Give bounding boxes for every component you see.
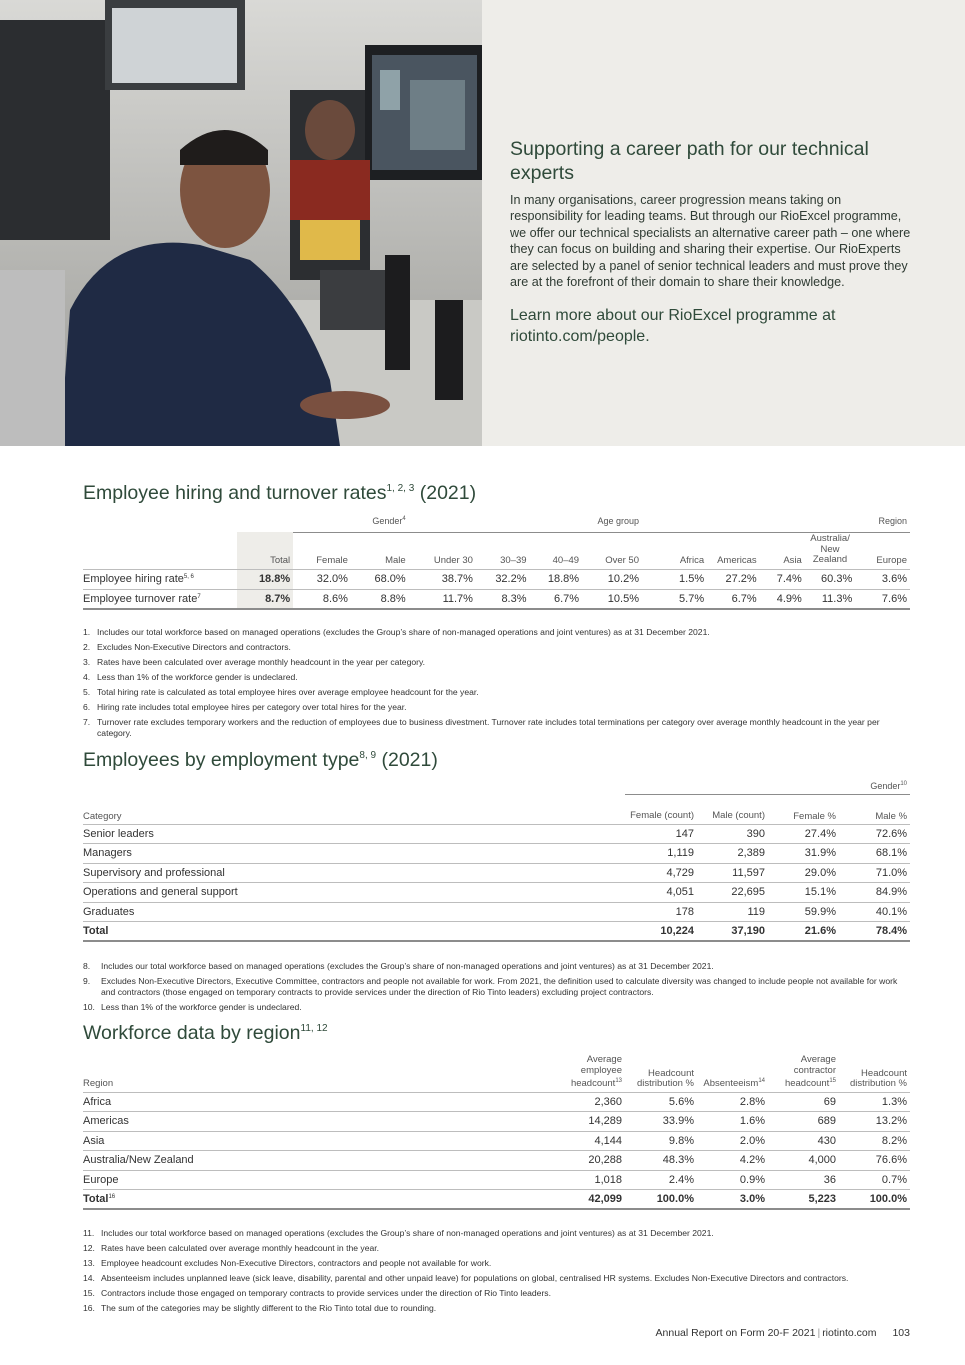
cell: 59.9% xyxy=(768,902,839,922)
row-label-text: Employee hiring rate xyxy=(83,573,184,585)
table-row xyxy=(83,863,910,883)
footnote-text: Hiring rate includes total employee hires per category over total hires for the year. xyxy=(97,702,407,712)
hiring-title-year: (2021) xyxy=(419,482,477,504)
cell: 18.8% xyxy=(530,569,583,589)
cell: 4.9% xyxy=(760,589,805,609)
cell: 18.8% xyxy=(237,569,293,589)
col-region: Region xyxy=(83,1078,114,1089)
footnote xyxy=(83,687,913,698)
col-headcount-distribution: Headcount distribution % xyxy=(636,1067,694,1089)
cell: 4,729 xyxy=(625,863,697,883)
footnote-text: Excludes Non-Executive Directors, Executive Committee, contractors and people not available for work. From 2021, the definition used to calculate diversity was changed to include people not available for work and contractors (those engaged on temporary contracts to provide services under the direction of Rio Tinto leaders) excluding project contractors. xyxy=(101,976,898,997)
employment-column-header-row xyxy=(83,794,910,824)
row-label xyxy=(83,589,237,609)
cell: 4.2% xyxy=(697,1151,768,1171)
cell: 7.4% xyxy=(760,569,805,589)
employment-footnotes xyxy=(83,961,913,1017)
footnote xyxy=(83,1273,913,1284)
footnote xyxy=(83,961,913,972)
cell: 27.4% xyxy=(768,824,839,844)
employment-group-header-row xyxy=(83,778,910,794)
footnote-text: Total hiring rate is calculated as total employee hires over average employee headcount for the year. xyxy=(97,687,479,697)
col-americas: Americas xyxy=(717,554,757,566)
region-footnotes xyxy=(83,1228,913,1318)
cell: 689 xyxy=(768,1112,839,1132)
table-row xyxy=(83,1170,910,1190)
region-workforce-table xyxy=(83,1053,910,1210)
region-title-text: Workforce data by region xyxy=(83,1022,301,1044)
cell: 21.6% xyxy=(768,922,839,942)
cell: 100.0% xyxy=(839,1190,910,1210)
row-label-text: Total xyxy=(83,1193,109,1205)
row-label xyxy=(83,569,237,589)
col-under-30: Under 30 xyxy=(433,554,473,566)
cell: 0.9% xyxy=(697,1170,768,1190)
cell: 78.4% xyxy=(839,922,910,942)
cell: 6.7% xyxy=(530,589,583,609)
table-row xyxy=(83,824,910,844)
footnote-text: Contractors include those engaged on temporary contracts to provide services under the direction of Rio Tinto leaders. xyxy=(101,1288,551,1298)
col-asia: Asia xyxy=(783,554,802,566)
col-total: Total xyxy=(237,532,293,569)
cell: 9.8% xyxy=(625,1131,697,1151)
footnote xyxy=(83,627,913,638)
col-30-39: 30–39 xyxy=(500,554,527,566)
cell: 69 xyxy=(768,1092,839,1112)
footnote xyxy=(83,642,913,653)
group-age: Age group xyxy=(409,510,642,532)
cell: 4,051 xyxy=(625,883,697,903)
cell: 119 xyxy=(697,902,768,922)
table-row xyxy=(83,569,910,589)
cell: 5,223 xyxy=(768,1190,839,1210)
row-label: Operations and general support xyxy=(83,883,625,903)
cell: 6.7% xyxy=(707,589,760,609)
cell: 36 xyxy=(768,1170,839,1190)
cell: 8.6% xyxy=(293,589,351,609)
hiring-title-footnote: 1, 2, 3 xyxy=(386,483,415,494)
employment-section-title xyxy=(83,749,438,772)
footnote-text: Turnover rate excludes temporary workers and the reduction of employees due to business divestment. Turnover rate includes total terminations per category over average monthly headcount in the year per category. xyxy=(97,717,880,738)
cell: 1.5% xyxy=(642,569,707,589)
cell: 100.0% xyxy=(625,1190,697,1210)
footnote-text: Excludes Non-Executive Directors and contractors. xyxy=(97,642,291,652)
footnote-number: 4. xyxy=(83,672,91,682)
row-label: Australia/New Zealand xyxy=(83,1151,555,1171)
cell: 27.2% xyxy=(707,569,760,589)
cell: 8.8% xyxy=(351,589,409,609)
row-label: Total xyxy=(83,922,625,942)
col-female: Female xyxy=(316,554,348,566)
footnote xyxy=(83,1288,913,1299)
col-label: Absenteeism xyxy=(703,1078,759,1089)
cell: 48.3% xyxy=(625,1151,697,1171)
cell: 390 xyxy=(697,824,768,844)
col-footnote: 13 xyxy=(615,1078,622,1084)
cell: 84.9% xyxy=(839,883,910,903)
row-footnote: 16 xyxy=(108,1194,116,1200)
cell: 4,144 xyxy=(555,1131,625,1151)
cell: 11,597 xyxy=(697,863,768,883)
col-over-50: Over 50 xyxy=(605,554,639,566)
photo-illustration xyxy=(0,0,482,446)
hiring-title-text: Employee hiring and turnover rates xyxy=(83,482,387,504)
footnote xyxy=(83,702,913,713)
footnote-number: 13. xyxy=(83,1258,95,1268)
row-footnote: 7 xyxy=(197,593,201,600)
footnote xyxy=(83,1243,913,1254)
cell: 72.6% xyxy=(839,824,910,844)
cell: 1,119 xyxy=(625,844,697,864)
cell: 4,000 xyxy=(768,1151,839,1171)
col-category: Category xyxy=(83,810,122,822)
hero-section xyxy=(0,0,965,446)
footnote-number: 1. xyxy=(83,627,91,637)
cell: 76.6% xyxy=(839,1151,910,1171)
footnote-text: Rates have been calculated over average monthly headcount in the year per category. xyxy=(97,657,426,667)
cell: 5.6% xyxy=(625,1092,697,1112)
cell: 42,099 xyxy=(555,1190,625,1210)
region-title-footnote: 11, 12 xyxy=(300,1023,328,1034)
cell: 14,289 xyxy=(555,1112,625,1132)
control-room-photo xyxy=(0,0,482,446)
cell: 8.3% xyxy=(476,589,530,609)
cell: 1.3% xyxy=(839,1092,910,1112)
table-row xyxy=(83,844,910,864)
hero-body: In many organisations, career progression means taking on responsibility for leading teams. But through our RioExcel programme, we offer our technical specialists an alternative career path – one where they can focus on building and sharing their expertise. Our RioExperts are selected by a panel of senior technical leaders and must prove they are at the forefront of their domain to share their knowledge. xyxy=(510,193,911,290)
row-footnote: 5, 6 xyxy=(183,574,194,580)
table-row xyxy=(83,1112,910,1132)
cell: 8.7% xyxy=(237,589,293,609)
col-footnote: 15 xyxy=(829,1078,836,1084)
cell: 178 xyxy=(625,902,697,922)
row-label-text: Employee turnover rate xyxy=(83,592,198,605)
cell: 68.0% xyxy=(351,569,409,589)
row-label xyxy=(83,1190,555,1210)
cell: 32.2% xyxy=(476,569,530,589)
footnote-number: 7. xyxy=(83,717,91,727)
col-africa: Africa xyxy=(679,554,705,566)
cell: 13.2% xyxy=(839,1112,910,1132)
cell: 2.0% xyxy=(697,1131,768,1151)
footnote xyxy=(83,657,913,668)
footnote xyxy=(83,672,913,683)
footnote-text: Includes our total workforce based on managed operations (excludes the Group’s share of non-managed operations and joint ventures) as at 31 December 2021. xyxy=(97,627,710,637)
col-male-pct: Male % xyxy=(875,810,908,822)
cell: 15.1% xyxy=(768,883,839,903)
cell: 147 xyxy=(625,824,697,844)
row-label: Graduates xyxy=(83,902,625,922)
table-row xyxy=(83,589,910,609)
footnote-text: Rates have been calculated over average monthly headcount in the year. xyxy=(101,1243,380,1253)
footnote-text: The sum of the categories may be slightly different to the Rio Tinto total due to rounding. xyxy=(101,1303,437,1313)
cell: 10.5% xyxy=(582,589,642,609)
footer-separator: | xyxy=(817,1327,821,1339)
row-label: Europe xyxy=(83,1170,555,1190)
footnote-number: 14. xyxy=(83,1273,95,1283)
footnote-number: 3. xyxy=(83,657,91,667)
table-row xyxy=(83,1131,910,1151)
footnote-number: 2. xyxy=(83,642,91,652)
footnote-number: 16. xyxy=(83,1303,95,1313)
footnote xyxy=(83,1258,913,1269)
table-total-row xyxy=(83,1190,910,1210)
page-footer xyxy=(656,1327,910,1339)
footnote-text: Includes our total workforce based on managed operations (excludes the Group’s share of non-managed operations and joint ventures) as at 31 December 2021. xyxy=(101,961,714,971)
col-label: Average employee headcount xyxy=(570,1054,622,1089)
cell: 22,695 xyxy=(697,883,768,903)
cell: 11.3% xyxy=(805,589,855,609)
footnote xyxy=(83,1228,913,1239)
hiring-group-header-row xyxy=(83,510,910,532)
col-female-pct: Female % xyxy=(793,810,836,822)
cell: 60.3% xyxy=(805,569,855,589)
group-gender-label: Gender xyxy=(870,780,901,791)
employment-title-year: (2021) xyxy=(381,749,438,771)
footnote-text: Includes our total workforce based on managed operations (excludes the Group’s share of non-managed operations and joint ventures) as at 31 December 2021. xyxy=(101,1228,714,1238)
col-40-49: 40–49 xyxy=(552,554,580,566)
hiring-section-title xyxy=(83,482,476,505)
footer-site-link[interactable]: riotinto.com xyxy=(822,1327,877,1339)
table-row xyxy=(83,883,910,903)
footnote xyxy=(83,1303,913,1314)
footnote-text: Less than 1% of the workforce gender is undeclared. xyxy=(97,672,298,682)
row-label: Asia xyxy=(83,1131,555,1151)
row-label: Supervisory and professional xyxy=(83,863,625,883)
col-male-count: Male (count) xyxy=(712,810,765,821)
group-gender xyxy=(625,778,910,794)
footnote-text: Less than 1% of the workforce gender is undeclared. xyxy=(101,1002,302,1012)
table-row xyxy=(83,902,910,922)
cell: 7.6% xyxy=(855,589,910,609)
cell: 11.7% xyxy=(409,589,476,609)
footnote-text: Absenteeism includes unplanned leave (sick leave, disability, parental and other unpaid leave) for populations on global, centralised HR systems. Excludes Non-Executive Directors and contractors. xyxy=(101,1273,849,1283)
row-label: Senior leaders xyxy=(83,824,625,844)
col-avg-employee-headcount xyxy=(555,1053,625,1092)
footer-report-title: Annual Report on Form 20-F 2021 xyxy=(655,1327,816,1339)
cell: 2.4% xyxy=(625,1170,697,1190)
col-europe: Europe xyxy=(876,554,907,566)
cell: 10.2% xyxy=(582,569,642,589)
cell: 3.6% xyxy=(855,569,910,589)
cell: 1.6% xyxy=(697,1112,768,1132)
region-section-title xyxy=(83,1022,328,1045)
cell: 40.1% xyxy=(839,902,910,922)
col-avg-contractor-headcount xyxy=(768,1053,839,1092)
cell: 2.8% xyxy=(697,1092,768,1112)
cell: 38.7% xyxy=(409,569,476,589)
cell: 5.7% xyxy=(642,589,707,609)
region-column-header-row xyxy=(83,1053,910,1092)
footnote-number: 15. xyxy=(83,1288,95,1298)
table-row xyxy=(83,1092,910,1112)
footnote-number: 9. xyxy=(83,976,91,986)
cell: 37,190 xyxy=(697,922,768,942)
cell: 71.0% xyxy=(839,863,910,883)
footnote-number: 5. xyxy=(83,687,91,697)
group-gender xyxy=(293,510,409,532)
cell: 0.7% xyxy=(839,1170,910,1190)
hiring-turnover-table xyxy=(83,510,910,610)
footnote-number: 12. xyxy=(83,1243,95,1253)
cell: 2,389 xyxy=(697,844,768,864)
col-absenteeism xyxy=(697,1053,768,1092)
cell: 33.9% xyxy=(625,1112,697,1132)
col-label: Average contractor headcount xyxy=(784,1054,836,1089)
hiring-column-header-row xyxy=(83,532,910,569)
cell: 10,224 xyxy=(625,922,697,942)
table-row xyxy=(83,1151,910,1171)
riotinto-people-link[interactable]: Learn more about our RioExcel programme at riotinto.com/people. xyxy=(510,307,836,345)
footnote xyxy=(83,1002,913,1013)
col-australia-nz: Australia/ New Zealand xyxy=(810,533,850,565)
cell: 68.1% xyxy=(839,844,910,864)
hiring-footnotes xyxy=(83,627,913,743)
footnote xyxy=(83,976,913,998)
footnote xyxy=(83,717,913,739)
cell: 2,360 xyxy=(555,1092,625,1112)
hero-title: Supporting a career path for our technical experts xyxy=(510,138,869,184)
cell: 32.0% xyxy=(293,569,351,589)
footnote-number: 8. xyxy=(83,961,91,971)
employment-title-text: Employees by employment type xyxy=(83,749,360,771)
col-footnote: 14 xyxy=(758,1078,765,1084)
employment-title-footnote: 8, 9 xyxy=(359,750,377,761)
footnote-number: 6. xyxy=(83,702,91,712)
footnote-number: 10. xyxy=(83,1002,95,1012)
cell: 31.9% xyxy=(768,844,839,864)
cell: 1,018 xyxy=(555,1170,625,1190)
group-gender-footnote: 4 xyxy=(402,515,406,522)
cell: 20,288 xyxy=(555,1151,625,1171)
group-gender-footnote: 10 xyxy=(900,780,908,787)
row-label: Managers xyxy=(83,844,625,864)
row-label: Africa xyxy=(83,1092,555,1112)
col-male: Male xyxy=(385,554,406,566)
cell: 29.0% xyxy=(768,863,839,883)
row-label: Americas xyxy=(83,1112,555,1132)
footnote-number: 11. xyxy=(83,1228,95,1238)
cell: 3.0% xyxy=(697,1190,768,1210)
page-number: 103 xyxy=(892,1327,910,1339)
table-total-row xyxy=(83,922,910,942)
cell: 8.2% xyxy=(839,1131,910,1151)
col-female-count: Female (count) xyxy=(630,810,694,821)
employment-type-table xyxy=(83,778,910,942)
cell: 430 xyxy=(768,1131,839,1151)
group-region: Region xyxy=(642,510,910,532)
group-gender-label: Gender xyxy=(372,515,403,526)
footnote-text: Employee headcount excludes Non-Executive Directors, contractors and people not available for work. xyxy=(101,1258,492,1268)
col-contractor-distribution: Headcount distribution % xyxy=(849,1067,907,1089)
